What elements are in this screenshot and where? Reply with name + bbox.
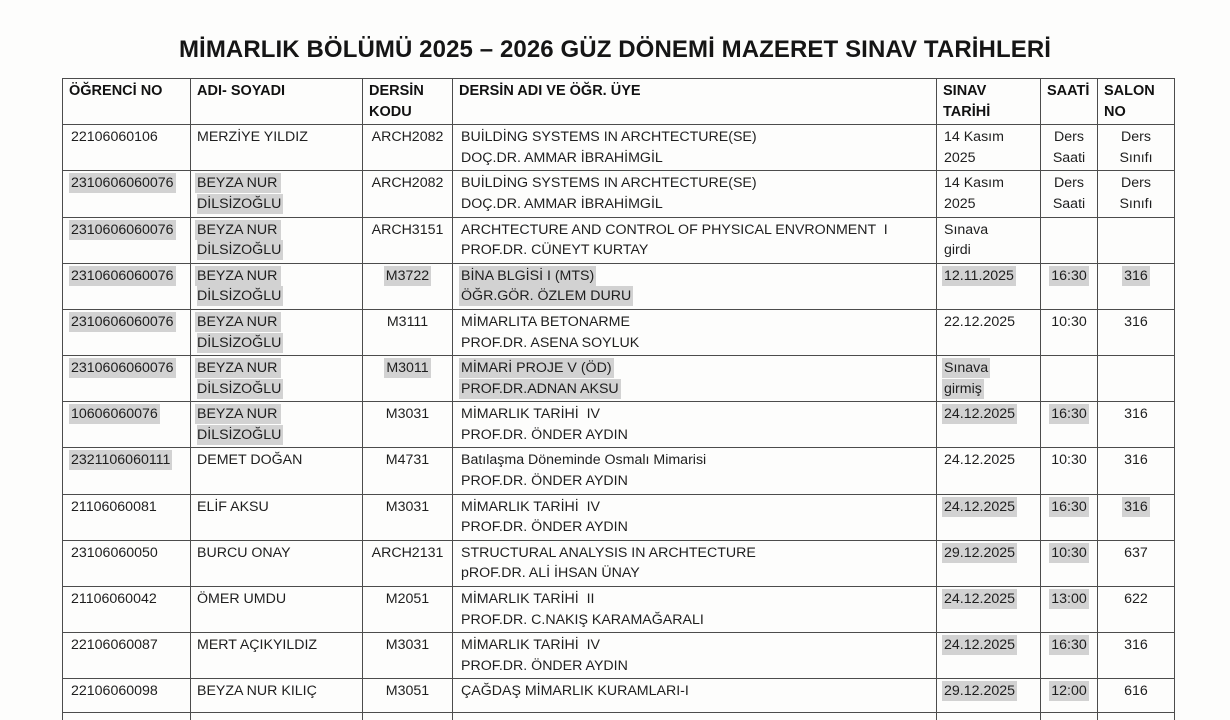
- exam-date-cell: [937, 587, 1041, 633]
- cell-text: M3031: [385, 498, 430, 515]
- student-name-cell: [191, 448, 363, 494]
- cell-text: BURCU ONAY: [197, 544, 291, 561]
- cell-text: 316: [1124, 313, 1148, 330]
- cell-text: BİNA BLGİSİ I (MTS): [461, 267, 595, 284]
- header-text: ÖĞRENCİ NO: [69, 83, 163, 99]
- student-no-cell: [63, 309, 191, 355]
- table-row: [63, 494, 1175, 540]
- room-no-cell: [1098, 540, 1175, 586]
- column-header-date: [937, 79, 1041, 125]
- cell-text: PROF.DR.ADNAN AKSU: [461, 380, 619, 397]
- cell-text: DOÇ.DR. AMMAR İBRAHİMGİL: [461, 195, 663, 212]
- course-and-instructor-cell: [453, 448, 937, 494]
- course-code-cell: [363, 448, 453, 494]
- cell-text: 12:00: [1051, 683, 1087, 700]
- exam-date-cell: [937, 263, 1041, 309]
- cell-text: PROF.DR. ÖNDER AYDIN: [461, 519, 628, 536]
- cell-text: BEYZA NUR DİLSİZOĞLU: [197, 406, 282, 443]
- cell-text: ÖĞR.GÖR. ÖZLEM DURU: [461, 288, 632, 305]
- cell-text: M3031: [385, 637, 430, 654]
- room-no-cell: [1098, 587, 1175, 633]
- cell-text: 29.12.2025: [944, 683, 1016, 700]
- table-row: [63, 171, 1175, 217]
- cell-text: 14 Kasım: [944, 175, 1004, 192]
- cell-text: 316: [1124, 406, 1148, 423]
- student-name-cell: [191, 171, 363, 217]
- cell-text: PROF.DR. CÜNEYT KURTAY: [461, 242, 649, 259]
- student-no-cell: [63, 633, 191, 679]
- cell-text: ÇAĞDAŞ MİMARLIK KURAMLARI-I: [461, 683, 689, 700]
- student-no-cell: [63, 217, 191, 263]
- cell-text: ARCHTECTURE AND CONTROL OF PHYSICAL ENVRONMENT I: [461, 221, 888, 238]
- course-code-cell: [363, 587, 453, 633]
- exam-date-cell: [937, 356, 1041, 402]
- course-and-instructor-cell: [453, 356, 937, 402]
- course-code-cell: [363, 263, 453, 309]
- cell-text: Sınava: [944, 221, 989, 238]
- table-row: [63, 309, 1175, 355]
- cell-text: Saati: [1052, 195, 1086, 212]
- student-no-cell: [63, 263, 191, 309]
- room-no-cell: [1098, 402, 1175, 448]
- cell-text: DEMET DOĞAN: [197, 452, 303, 469]
- room-no-cell: [1098, 217, 1175, 263]
- header-text: ADI- SOYADI: [197, 83, 286, 99]
- student-name-cell: [191, 540, 363, 586]
- cell-text: Sınıfı: [1119, 149, 1153, 166]
- cell-text: M3011: [386, 360, 429, 377]
- cell-text: PROF.DR. ÖNDER AYDIN: [461, 473, 628, 490]
- cell-text: Ders: [1121, 175, 1151, 192]
- cell-text: MERZİYE YILDIZ: [197, 129, 308, 146]
- cell-text: PROF.DR. ASENA SOYLUK: [461, 334, 640, 351]
- exam-date-cell: [937, 171, 1041, 217]
- table-row: [63, 633, 1175, 679]
- table-row: [63, 217, 1175, 263]
- cell-text: 24.12.2025: [944, 498, 1016, 515]
- cell-text: PROF.DR. C.NAKIŞ KARAMAĞARALI: [461, 611, 704, 628]
- exam-time-cell: [1041, 679, 1098, 713]
- course-code-cell: [363, 713, 453, 720]
- cell-text: 16:30: [1051, 406, 1087, 423]
- cell-text: 12.11.2025: [944, 267, 1014, 284]
- course-code-cell: [363, 171, 453, 217]
- cell-text: 24.12.2025: [944, 591, 1016, 608]
- header-row: [63, 79, 1175, 125]
- exam-date-cell: [937, 402, 1041, 448]
- cell-text: BEYZA NUR DİLSİZOĞLU: [197, 313, 282, 351]
- exam-date-cell: [937, 713, 1041, 720]
- room-no-cell: [1098, 309, 1175, 355]
- header-text: KODU: [369, 103, 412, 120]
- exam-date-cell: [937, 217, 1041, 263]
- course-and-instructor-cell: [453, 309, 937, 355]
- exam-time-cell: [1041, 309, 1098, 355]
- cell-text: M2051: [385, 591, 430, 608]
- cell-text: BUİLDİNG SYSTEMS IN ARCHTECTURE(SE): [461, 175, 757, 192]
- column-header-course: [453, 79, 937, 125]
- cell-text: 622: [1124, 591, 1148, 608]
- cell-text: 2025: [944, 149, 976, 166]
- course-and-instructor-cell: [453, 494, 937, 540]
- exam-time-cell: [1041, 402, 1098, 448]
- cell-text: 2310606060076: [71, 267, 174, 284]
- course-and-instructor-cell: [453, 263, 937, 309]
- column-header-code: [363, 79, 453, 125]
- exam-time-cell: [1041, 587, 1098, 633]
- cell-text: Sınıfı: [1119, 195, 1153, 212]
- cell-text: MİMARLITA BETONARME: [461, 313, 630, 330]
- cell-text: 10:30: [1051, 544, 1087, 561]
- course-code-cell: [363, 540, 453, 586]
- header-text: TARİHİ: [943, 103, 991, 120]
- column-header-student-no: [63, 79, 191, 125]
- student-no-cell: [63, 679, 191, 713]
- course-and-instructor-cell: [453, 633, 937, 679]
- cell-text: ARCH2131: [371, 544, 444, 561]
- cell-text: ÖMER UMDU: [197, 591, 287, 608]
- exam-date-cell: [937, 125, 1041, 171]
- table-row: [63, 402, 1175, 448]
- student-name-cell: [191, 587, 363, 633]
- cell-text: 2025: [944, 195, 976, 212]
- table-row: [63, 263, 1175, 309]
- cell-text: ARCH2082: [371, 175, 444, 192]
- cell-text: Ders: [1121, 129, 1151, 146]
- course-code-cell: [363, 217, 453, 263]
- cell-text: 316: [1124, 498, 1148, 515]
- cell-text: M3031: [385, 406, 430, 423]
- cell-text: 16:30: [1051, 637, 1087, 654]
- exam-date-cell: [937, 494, 1041, 540]
- cell-text: 24.12.2025: [944, 637, 1016, 654]
- exam-time-cell: [1041, 217, 1098, 263]
- course-code-cell: [363, 679, 453, 713]
- cell-text: 316: [1124, 637, 1148, 654]
- cell-text: Saati: [1052, 149, 1086, 166]
- cell-text: 10:30: [1051, 452, 1087, 469]
- student-name-cell: [191, 263, 363, 309]
- column-header-time: [1041, 79, 1098, 125]
- student-name-cell: [191, 633, 363, 679]
- course-code-cell: [363, 309, 453, 355]
- cell-text: 10:30: [1051, 313, 1087, 330]
- student-no-cell: [63, 125, 191, 171]
- course-and-instructor-cell: [453, 679, 937, 713]
- room-no-cell: [1098, 125, 1175, 171]
- room-no-cell: [1098, 633, 1175, 679]
- exam-time-cell: [1041, 540, 1098, 586]
- cell-text: STRUCTURAL ANALYSIS IN ARCHTECTURE: [461, 544, 756, 561]
- cell-text: 29.12.2025: [944, 544, 1016, 561]
- cell-text: 22.12.2025: [944, 313, 1016, 330]
- column-header-room: [1098, 79, 1175, 125]
- cell-text: pROF.DR. ALİ İHSAN ÜNAY: [461, 565, 640, 582]
- student-no-cell: [63, 713, 191, 720]
- header-text: SAATİ: [1047, 83, 1090, 99]
- cell-text: 22106060098: [71, 683, 158, 700]
- student-no-cell: [63, 587, 191, 633]
- cell-text: M3051: [385, 683, 430, 700]
- student-no-cell: [63, 356, 191, 402]
- cell-text: 16:30: [1051, 498, 1087, 515]
- table-row: [63, 713, 1175, 720]
- student-name-cell: [191, 713, 363, 720]
- cell-text: 13:00: [1051, 591, 1087, 608]
- exam-time-cell: [1041, 125, 1098, 171]
- cell-text: 616: [1124, 683, 1148, 700]
- cell-text: MİMARİ PROJE V (ÖD): [461, 360, 612, 377]
- cell-text: Ders: [1054, 129, 1084, 146]
- header-text: SALON: [1104, 83, 1155, 99]
- cell-text: BEYZA NUR DİLSİZOĞLU: [197, 221, 282, 259]
- table-row: [63, 679, 1175, 713]
- table-row: [63, 540, 1175, 586]
- cell-text: 23106060050: [71, 544, 158, 561]
- exam-time-cell: [1041, 356, 1098, 402]
- student-no-cell: [63, 494, 191, 540]
- cell-text: girmiş: [944, 380, 982, 397]
- exam-time-cell: [1041, 448, 1098, 494]
- room-no-cell: [1098, 448, 1175, 494]
- cell-text: 21106060042: [71, 591, 157, 608]
- course-and-instructor-cell: [453, 402, 937, 448]
- cell-text: 316: [1124, 452, 1148, 469]
- table-row: [63, 587, 1175, 633]
- cell-text: M3111: [386, 313, 429, 330]
- cell-text: BEYZA NUR KILIÇ: [197, 683, 317, 700]
- room-no-cell: [1098, 713, 1175, 720]
- cell-text: MİMARLIK TARİHİ II: [461, 591, 595, 608]
- header-text: NO: [1104, 103, 1126, 120]
- cell-text: BEYZA NUR DİLSİZOĞLU: [197, 360, 282, 397]
- cell-text: 21106060081: [71, 498, 157, 515]
- header-text: DERSİN: [369, 83, 424, 99]
- cell-text: Ders: [1054, 175, 1084, 192]
- room-no-cell: [1098, 494, 1175, 540]
- student-no-cell: [63, 171, 191, 217]
- cell-text: 2310606060076: [71, 221, 174, 238]
- cell-text: Batılaşma Döneminde Osmalı Mimarisi: [461, 452, 707, 469]
- course-and-instructor-cell: [453, 125, 937, 171]
- exam-date-cell: [937, 633, 1041, 679]
- student-name-cell: [191, 356, 363, 402]
- exam-time-cell: [1041, 713, 1098, 720]
- cell-text: 16:30: [1051, 267, 1087, 284]
- course-and-instructor-cell: [453, 171, 937, 217]
- cell-text: PROF.DR. ÖNDER AYDIN: [461, 426, 628, 443]
- cell-text: 24.12.2025: [944, 452, 1016, 469]
- room-no-cell: [1098, 679, 1175, 713]
- cell-text: 2310606060076: [71, 360, 174, 377]
- course-and-instructor-cell: [453, 713, 937, 720]
- cell-text: MİMARLIK TARİHİ IV: [461, 637, 601, 654]
- exam-table-body: [63, 125, 1175, 720]
- student-name-cell: [191, 402, 363, 448]
- cell-text: ARCH2082: [371, 129, 444, 146]
- course-code-cell: [363, 125, 453, 171]
- column-header-name: [191, 79, 363, 125]
- exam-time-cell: [1041, 633, 1098, 679]
- student-name-cell: [191, 309, 363, 355]
- student-name-cell: [191, 217, 363, 263]
- cell-text: 2310606060076: [71, 175, 174, 192]
- cell-text: BEYZA NUR DİLSİZOĞLU: [197, 267, 282, 305]
- exam-date-cell: [937, 448, 1041, 494]
- course-and-instructor-cell: [453, 587, 937, 633]
- course-code-cell: [363, 633, 453, 679]
- table-header-row: [63, 79, 1175, 125]
- course-code-cell: [363, 356, 453, 402]
- room-no-cell: [1098, 356, 1175, 402]
- cell-text: MİMARLIK TARİHİ IV: [461, 406, 601, 423]
- exam-date-cell: [937, 309, 1041, 355]
- cell-text: Sınava: [944, 360, 989, 377]
- cell-text: PROF.DR. ÖNDER AYDIN: [461, 657, 628, 674]
- room-no-cell: [1098, 263, 1175, 309]
- cell-text: 316: [1124, 267, 1148, 284]
- cell-text: 24.12.2025: [944, 406, 1016, 423]
- exam-time-cell: [1041, 494, 1098, 540]
- student-name-cell: [191, 125, 363, 171]
- course-and-instructor-cell: [453, 540, 937, 586]
- cell-text: 22106060106: [71, 129, 158, 146]
- exam-time-cell: [1041, 171, 1098, 217]
- cell-text: ARCH3151: [371, 221, 444, 238]
- student-no-cell: [63, 402, 191, 448]
- course-code-cell: [363, 402, 453, 448]
- cell-text: 10606060076: [71, 406, 158, 423]
- exam-date-cell: [937, 540, 1041, 586]
- room-no-cell: [1098, 171, 1175, 217]
- header-text: SINAV: [943, 83, 987, 99]
- cell-text: 2310606060076: [71, 313, 174, 330]
- cell-text: 637: [1124, 544, 1148, 561]
- cell-text: BUİLDİNG SYSTEMS IN ARCHTECTURE(SE): [461, 129, 757, 146]
- cell-text: MERT AÇIKYILDIZ: [197, 637, 318, 654]
- page-title: MİMARLIK BÖLÜMÜ 2025 – 2026 GÜZ DÖNEMİ MAZERET SINAV TARİHLERİ: [178, 36, 1052, 63]
- cell-text: girdi: [944, 242, 971, 259]
- student-name-cell: [191, 679, 363, 713]
- cell-text: M3722: [385, 267, 430, 284]
- exam-date-cell: [937, 679, 1041, 713]
- cell-text: BEYZA NUR DİLSİZOĞLU: [197, 175, 282, 212]
- cell-text: M4731: [385, 452, 430, 469]
- student-no-cell: [63, 448, 191, 494]
- exam-schedule-table: [62, 78, 1175, 720]
- course-and-instructor-cell: [453, 217, 937, 263]
- table-row: [63, 125, 1175, 171]
- cell-text: 2321106060111: [71, 452, 171, 469]
- header-text: DERSİN ADI VE ÖĞR. ÜYE: [459, 83, 641, 99]
- table-row: [63, 448, 1175, 494]
- cell-text: 22106060087: [71, 637, 158, 654]
- exam-time-cell: [1041, 263, 1098, 309]
- table-row: [63, 356, 1175, 402]
- cell-text: ELİF AKSU: [197, 498, 269, 515]
- cell-text: MİMARLIK TARİHİ IV: [461, 498, 601, 515]
- cell-text: 14 Kasım: [944, 129, 1004, 146]
- course-code-cell: [363, 494, 453, 540]
- student-no-cell: [63, 540, 191, 586]
- cell-text: DOÇ.DR. AMMAR İBRAHİMGİL: [461, 149, 663, 166]
- student-name-cell: [191, 494, 363, 540]
